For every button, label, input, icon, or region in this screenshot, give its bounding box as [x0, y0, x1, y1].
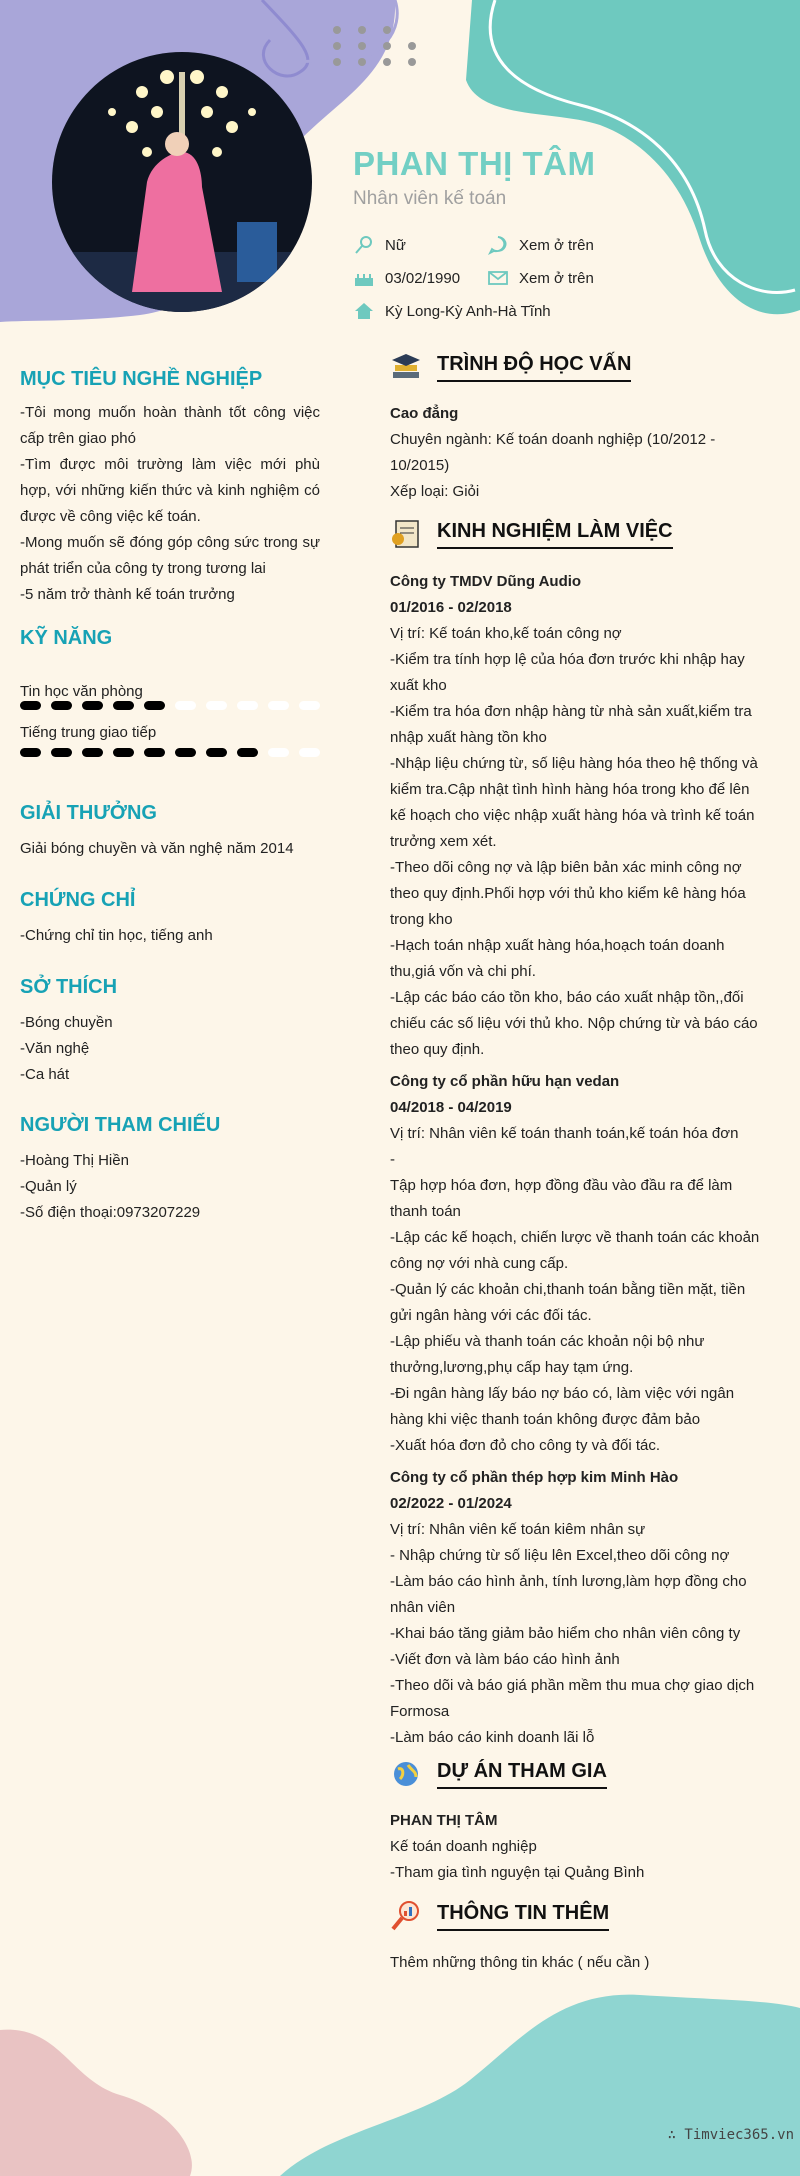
phone-icon — [487, 235, 509, 255]
job-line: -Làm báo cáo hình ảnh, tính lương,làm hợp đồng cho nhân viên — [390, 1573, 747, 1616]
skill-dash — [113, 748, 134, 757]
projects-heading-row — [390, 1757, 607, 1791]
skill-dash — [51, 701, 72, 710]
job-period: 04/2018 - 04/2019 — [390, 1099, 512, 1116]
project-line: Kế toán doanh nghiệp — [390, 1838, 537, 1855]
education-line: Chuyên ngành: Kế toán doanh nghiệp (10/2012 - 10/2015) — [390, 431, 716, 474]
education-heading: TRÌNH ĐỘ HỌC VẤN — [437, 353, 631, 382]
job-company: Công ty TMDV Dũng Audio — [390, 573, 582, 590]
experience-body — [390, 569, 768, 1751]
watermark: ∴ Timviec365.vn — [667, 2127, 794, 2143]
skills-section — [20, 625, 320, 705]
skill-dash — [20, 748, 41, 757]
awards-heading: GIẢI THƯỞNG — [20, 802, 157, 824]
job-line: -Quản lý các khoản chi,thanh toán bằng tiền mặt, tiền gửi ngân hàng với các đối tác. — [390, 1281, 746, 1324]
skill-dash — [82, 701, 103, 710]
hobby-line: -Văn nghệ — [20, 1040, 90, 1057]
email-row — [487, 268, 594, 288]
job-title: Nhân viên kế toán — [353, 188, 507, 209]
job-line: -Hạch toán nhập xuất hàng hóa,hoạch toán doanh thu,giá vốn và chi phí. — [390, 937, 725, 980]
job-line: Vị trí: Kế toán kho,kế toán công nợ — [390, 625, 622, 642]
job-line: Tập hợp hóa đơn, hợp đồng đầu vào đầu ra để làm thanh toán — [390, 1177, 733, 1220]
references-section — [20, 1112, 320, 1226]
projects-body — [390, 1808, 768, 1886]
more-info-body — [390, 1950, 768, 1976]
skill-dash — [299, 748, 320, 757]
female-symbol-icon — [353, 235, 375, 255]
reference-line: -Quản lý — [20, 1178, 77, 1195]
skill-dash — [51, 748, 72, 757]
more-info-heading-row — [390, 1899, 609, 1933]
job-line: -Xuất hóa đơn đỏ cho công ty và đối tác. — [390, 1437, 661, 1454]
skill-dash — [175, 748, 196, 757]
objective-line: -Tìm được môi trường làm việc mới phù hợp, với những kiến thức và kinh nghiệm có được về công việc kế toán. — [20, 456, 320, 525]
job-company: Công ty cổ phần thép hợp kim Minh Hào — [390, 1469, 679, 1486]
objective-line: -Tôi mong muốn hoàn thành tốt công việc cấp trên giao phó — [20, 404, 320, 447]
job-line: -Theo dõi và báo giá phần mềm thu mua chợ giao dịch Formosa — [390, 1677, 755, 1720]
job-line: -Viết đơn và làm báo cáo hình ảnh — [390, 1651, 620, 1668]
certificate-icon — [390, 517, 422, 551]
objective-section — [20, 366, 320, 608]
birthday-cake-icon — [353, 268, 375, 288]
email-value: Xem ở trên — [519, 269, 594, 287]
objective-heading: MỤC TIÊU NGHỀ NGHIỆP — [20, 368, 263, 390]
skills-heading: KỸ NĂNG — [20, 627, 113, 649]
gender-value: Nữ — [385, 236, 406, 254]
skill-dash — [144, 701, 165, 710]
dob-row — [353, 268, 460, 288]
job-line: -Làm báo cáo kinh doanh lãi lỗ — [390, 1729, 595, 1746]
job-line: - — [390, 1151, 395, 1168]
skill-level-bar — [20, 699, 320, 711]
skill-dash — [268, 701, 289, 710]
dob-value: 03/02/1990 — [385, 269, 461, 287]
job-line: -Lập các kế hoạch, chiến lược về thanh toán các khoản công nợ với nhà cung cấp. — [390, 1229, 760, 1272]
skill-dash — [113, 701, 134, 710]
certificates-section — [20, 887, 320, 949]
hobby-line: -Ca hát — [20, 1066, 70, 1083]
education-body — [390, 401, 768, 505]
award-line: Giải bóng chuyền và văn nghệ năm 2014 — [20, 840, 294, 857]
books-icon — [390, 350, 422, 384]
skill-dash — [206, 701, 227, 710]
job-line: -Khai báo tăng giảm bảo hiểm cho nhân viên công ty — [390, 1625, 741, 1642]
job-line: -Kiểm tra hóa đơn nhập hàng từ nhà sản xuất,kiểm tra nhập xuất hàng tồn kho — [390, 703, 752, 746]
skill-dash — [237, 748, 258, 757]
job-line: -Lập phiếu và thanh toán các khoản nội bộ như thưởng,lương,phụ cấp hay tạm ứng. — [390, 1333, 705, 1376]
job-line: -Nhập liệu chứng từ, số liệu hàng hóa theo hệ thống và kiểm tra.Cập nhật tình hình hàng hóa trong kho để lên kế hoạch cho việc nhập xuất hàng hóa và trình kế toán trưởng xem xét. — [390, 755, 758, 850]
hobby-line: -Bóng chuyền — [20, 1014, 113, 1031]
more-info-line: Thêm những thông tin khác ( nếu cần ) — [390, 1954, 650, 1971]
project-line: -Tham gia tình nguyện tại Quảng Bình — [390, 1864, 645, 1881]
skill-level-bar — [20, 746, 320, 758]
address-row — [353, 301, 551, 321]
more-info-heading: THÔNG TIN THÊM — [437, 1902, 609, 1931]
objective-line: -Mong muốn sẽ đóng góp công sức trong sự phát triển của công ty trong tương lai — [20, 534, 320, 577]
hobbies-heading: SỞ THÍCH — [20, 976, 118, 998]
profile-photo — [52, 52, 312, 312]
reference-line: -Số điện thoại:0973207229 — [20, 1204, 201, 1221]
job-entry — [390, 1069, 768, 1459]
job-line: -Theo dõi công nợ và lập biên bản xác minh công nợ theo quy định.Phối hợp với thủ kho kiểm kê hàng hóa trong kho — [390, 859, 746, 928]
magnifier-chart-icon — [390, 1899, 422, 1933]
certificate-line: -Chứng chỉ tin học, tiếng anh — [20, 927, 213, 944]
address-value: Kỳ Long-Kỳ Anh-Hà Tĩnh — [385, 302, 551, 320]
home-icon — [353, 301, 375, 321]
envelope-icon — [487, 268, 509, 288]
skill-dash — [82, 748, 103, 757]
job-line: -Kiểm tra tính hợp lệ của hóa đơn trước khi nhập hay xuất kho — [390, 651, 745, 694]
skill-dash — [206, 748, 227, 757]
skill-dash — [237, 701, 258, 710]
education-level: Cao đẳng — [390, 405, 459, 422]
job-entry — [390, 1465, 768, 1751]
experience-heading-row — [390, 517, 673, 551]
job-line: Vị trí: Nhân viên kế toán thanh toán,kế toán hóa đơn — [390, 1125, 739, 1142]
job-line: - Nhập chứng từ số liệu lên Excel,theo dõi công nợ — [390, 1547, 730, 1564]
job-line: -Lập các báo cáo tồn kho, báo cáo xuất nhập tồn,,đối chiếu các số liệu với thủ kho. Nộp chứng từ và báo cáo theo quy định. — [390, 989, 758, 1058]
certificates-heading: CHỨNG CHỈ — [20, 889, 136, 911]
candidate-name: PHAN THỊ TÂM — [353, 145, 596, 182]
phone-value: Xem ở trên — [519, 236, 594, 254]
skill-dash — [144, 748, 165, 757]
objective-line: -5 năm trở thành kế toán trưởng — [20, 586, 235, 603]
gender-row — [353, 235, 406, 255]
job-line: -Đi ngân hàng lấy báo nợ báo có, làm việc với ngân hàng khi việc thanh toán không được đảm bảo — [390, 1385, 735, 1428]
project-name: PHAN THỊ TÂM — [390, 1812, 498, 1829]
awards-section — [20, 800, 320, 862]
reference-line: -Hoàng Thị Hiền — [20, 1152, 129, 1169]
skill-dash — [299, 701, 320, 710]
education-line: Xếp loại: Giỏi — [390, 483, 480, 500]
projects-heading: DỰ ÁN THAM GIA — [437, 1760, 607, 1789]
skill-dash — [268, 748, 289, 757]
skill-name: Tiếng trung giao tiếp — [20, 724, 157, 741]
experience-heading: KINH NGHIỆM LÀM VIỆC — [437, 520, 673, 549]
education-heading-row — [390, 350, 631, 384]
phone-row — [487, 235, 594, 255]
job-line: Vị trí: Nhân viên kế toán kiêm nhân sự — [390, 1521, 646, 1538]
hobbies-section — [20, 974, 320, 1088]
skill-dash — [20, 701, 41, 710]
job-company: Công ty cổ phần hữu hạn vedan — [390, 1073, 620, 1090]
job-period: 01/2016 - 02/2018 — [390, 599, 512, 616]
job-entry — [390, 569, 768, 1063]
job-period: 02/2022 - 01/2024 — [390, 1495, 512, 1512]
skill-dash — [175, 701, 196, 710]
globe-icon — [390, 1757, 422, 1791]
references-heading: NGƯỜI THAM CHIẾU — [20, 1114, 221, 1136]
skill-name: Tin học văn phòng — [20, 683, 143, 700]
